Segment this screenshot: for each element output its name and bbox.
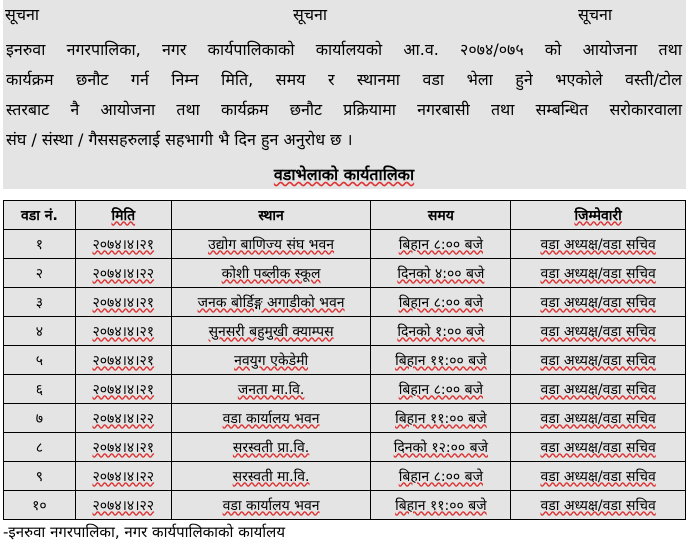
header-place: स्थान — [171, 201, 371, 230]
cell-time: बिहान ८:०० बजे — [371, 462, 511, 491]
schedule-title — [0, 163, 688, 185]
paragraph-line: संघ / संस्था / गैससहरुलाई सहभागी भै दिन हुन अनुरोध छ । — [6, 130, 353, 149]
cell-time: दिनको १२:०० बजे — [371, 433, 511, 462]
paragraph-line: कार्यक्रम छनौट गर्न निम्न मिति, समय र स्थानमा वडा भेला हुने भएकोले वस्ती/टोल — [6, 70, 682, 89]
table-row — [4, 491, 686, 520]
cell-date: २०७४।४।२१ — [75, 433, 171, 462]
table-row — [4, 317, 686, 346]
cell-ward-no: ९ — [4, 462, 76, 491]
cell-responsibility: वडा अध्यक्ष/वडा सचिव — [511, 491, 686, 520]
cell-time: बिहान ११:०० बजे — [371, 404, 511, 433]
cell-place: सरस्वती प्रा.वि. — [171, 433, 371, 462]
header-date: मिति — [75, 201, 171, 230]
notice-heading-left: सूचना — [5, 5, 40, 24]
cell-time: बिहान ८:०० बजे — [371, 375, 511, 404]
paragraph-line: स्तरबाट नै आयोजना तथा कार्यक्रम छनौट प्रक्रियामा नगरबासी तथा सम्बन्धित सरोकारवाला — [6, 100, 682, 119]
cell-place: सुनसरी बहुमुखी क्याम्पस — [171, 317, 371, 346]
cell-time: बिहान ११:०० बजे — [371, 346, 511, 375]
cell-date: २०७४।४।२१ — [75, 375, 171, 404]
cell-ward-no: ८ — [4, 433, 76, 462]
cell-date: २०७४।४।२२ — [75, 462, 171, 491]
cell-place: जनक बोर्डिङ्ग अगाडीको भवन — [171, 288, 371, 317]
notice-headings — [0, 3, 688, 27]
cell-date: २०७४।४।२१ — [75, 230, 171, 259]
cell-place: वडा कार्यालय भवन — [171, 404, 371, 433]
cell-responsibility: वडा अध्यक्ष/वडा सचिव — [511, 317, 686, 346]
cell-time: बिहान ८:०० बजे — [371, 288, 511, 317]
cell-time: दिनको १:०० बजे — [371, 317, 511, 346]
cell-responsibility: वडा अध्यक्ष/वडा सचिव — [511, 346, 686, 375]
cell-place: उद्योग बाणिज्य संघ भवन — [171, 230, 371, 259]
cell-responsibility: वडा अध्यक्ष/वडा सचिव — [511, 462, 686, 491]
header-responsibility: जिम्मेवारी — [511, 201, 686, 230]
table-row — [4, 404, 686, 433]
cell-time: दिनको ४:०० बजे — [371, 259, 511, 288]
cell-responsibility: वडा अध्यक्ष/वडा सचिव — [511, 288, 686, 317]
cell-date: २०७४।४।२२ — [75, 259, 171, 288]
cell-date: २०७४।४।२२ — [75, 404, 171, 433]
schedule-table — [3, 200, 686, 520]
paragraph-line: इनरुवा नगरपालिका, नगर कार्यपालिकाको कार्यालयको आ.व. २०७४/०७५ को आयोजना तथा — [6, 40, 682, 59]
cell-place: सरस्वती मा.वि. — [171, 462, 371, 491]
cell-responsibility: वडा अध्यक्ष/वडा सचिव — [511, 404, 686, 433]
schedule-title-text: वडाभेलाको कार्यतालिका — [273, 165, 415, 184]
table-header-row — [4, 201, 686, 230]
cell-responsibility: वडा अध्यक्ष/वडा सचिव — [511, 375, 686, 404]
cell-date: २०७४।४।२२ — [75, 491, 171, 520]
cell-ward-no: ४ — [4, 317, 76, 346]
cell-responsibility: वडा अध्यक्ष/वडा सचिव — [511, 433, 686, 462]
cell-time: बिहान ८:०० बजे — [371, 230, 511, 259]
table-row — [4, 230, 686, 259]
header-ward-no: वडा नं. — [4, 201, 76, 230]
cell-ward-no: १ — [4, 230, 76, 259]
table-row — [4, 346, 686, 375]
table-row — [4, 462, 686, 491]
cell-ward-no: ५ — [4, 346, 76, 375]
cell-place: वडा कार्यालय भवन — [171, 491, 371, 520]
cell-time: बिहान ११:०० बजे — [371, 491, 511, 520]
table-row — [4, 259, 686, 288]
cell-ward-no: ७ — [4, 404, 76, 433]
cell-date: २०७४।४।२१ — [75, 317, 171, 346]
cell-ward-no: ६ — [4, 375, 76, 404]
header-time: समय — [371, 201, 511, 230]
table-row — [4, 375, 686, 404]
notice-heading-right: सूचना — [578, 5, 613, 24]
cell-ward-no: २ — [4, 259, 76, 288]
cell-responsibility: वडा अध्यक्ष/वडा सचिव — [511, 259, 686, 288]
cell-place: कोशी पब्लीक स्कूल — [171, 259, 371, 288]
cell-responsibility: वडा अध्यक्ष/वडा सचिव — [511, 230, 686, 259]
table-row — [4, 433, 686, 462]
notice-paragraph — [6, 35, 682, 155]
cell-ward-no: १० — [4, 491, 76, 520]
footer-office-name: -इनरुवा नगरपालिका, नगर कार्यपालिकाको कार्यालय — [3, 523, 286, 541]
table-row — [4, 288, 686, 317]
cell-place: नवयुग एकेडेमी — [171, 346, 371, 375]
cell-date: २०७४।४।२१ — [75, 346, 171, 375]
cell-place: जनता मा.वि. — [171, 375, 371, 404]
cell-date: २०७४।४।२१ — [75, 288, 171, 317]
cell-ward-no: ३ — [4, 288, 76, 317]
notice-heading-center: सूचना — [293, 5, 328, 24]
